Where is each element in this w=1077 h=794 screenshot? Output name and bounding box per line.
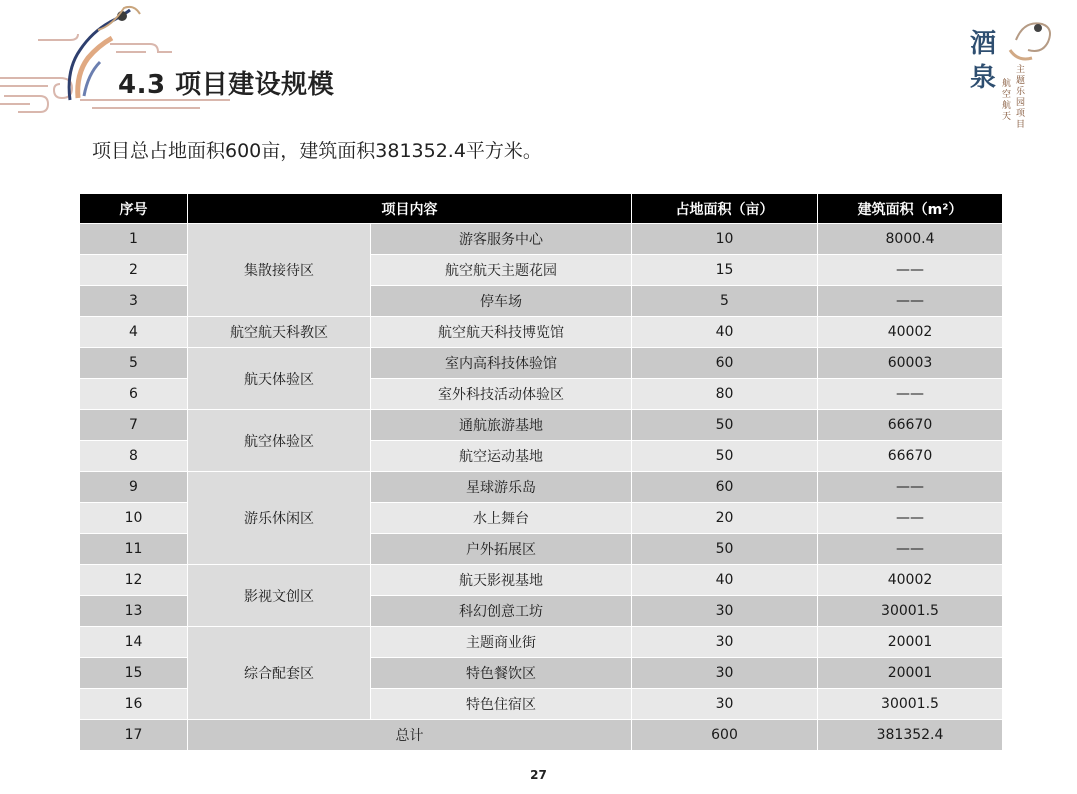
item-cell: 特色住宿区 <box>371 689 632 720</box>
svg-text:航: 航 <box>1002 101 1012 111</box>
item-cell: 水上舞台 <box>371 503 632 534</box>
zone-cell: 集散接待区 <box>188 224 371 317</box>
item-cell: 停车场 <box>371 286 632 317</box>
item-cell: 星球游乐岛 <box>371 472 632 503</box>
row-number: 6 <box>80 379 188 410</box>
land-cell: 5 <box>632 286 818 317</box>
land-cell: 50 <box>632 441 818 472</box>
item-cell: 主题商业街 <box>371 627 632 658</box>
svg-text:天: 天 <box>1002 112 1012 122</box>
item-cell: 游客服务中心 <box>371 224 632 255</box>
svg-text:主: 主 <box>1016 65 1026 75</box>
item-cell: 户外拓展区 <box>371 534 632 565</box>
land-cell: 30 <box>632 658 818 689</box>
table-header-row <box>80 194 1003 224</box>
land-cell: 30 <box>632 596 818 627</box>
row-number: 1 <box>80 224 188 255</box>
building-cell: 8000.4 <box>818 224 1003 255</box>
zone-cell: 航空航天科教区 <box>188 317 371 348</box>
row-number: 4 <box>80 317 188 348</box>
land-cell: 80 <box>632 379 818 410</box>
zone-cell: 综合配套区 <box>188 627 371 720</box>
building-cell: 40002 <box>818 317 1003 348</box>
building-cell: —— <box>818 255 1003 286</box>
building-cell: 30001.5 <box>818 689 1003 720</box>
item-cell: 航空航天科技博览馆 <box>371 317 632 348</box>
row-number: 8 <box>80 441 188 472</box>
construction-scale-table <box>79 193 1003 751</box>
svg-text:项: 项 <box>1016 109 1026 119</box>
svg-text:泉: 泉 <box>970 63 997 93</box>
row-number: 9 <box>80 472 188 503</box>
item-cell: 室内高科技体验馆 <box>371 348 632 379</box>
building-cell: 30001.5 <box>818 596 1003 627</box>
svg-text:酒: 酒 <box>970 29 997 59</box>
total-label: 总计 <box>188 720 632 751</box>
land-cell: 40 <box>632 317 818 348</box>
svg-text:题: 题 <box>1016 76 1026 86</box>
table-row <box>80 627 1003 658</box>
row-number: 17 <box>80 720 188 751</box>
land-cell: 15 <box>632 255 818 286</box>
table-total-row <box>80 720 1003 751</box>
building-cell: 20001 <box>818 658 1003 689</box>
zone-cell: 航天体验区 <box>188 348 371 410</box>
land-cell: 20 <box>632 503 818 534</box>
page-number: 27 <box>530 768 547 782</box>
item-cell: 科幻创意工坊 <box>371 596 632 627</box>
header-content: 项目内容 <box>188 194 632 224</box>
land-cell: 40 <box>632 565 818 596</box>
item-cell: 特色餐饮区 <box>371 658 632 689</box>
project-logo <box>958 10 1068 140</box>
building-cell: —— <box>818 503 1003 534</box>
row-number: 11 <box>80 534 188 565</box>
item-cell: 航空运动基地 <box>371 441 632 472</box>
building-cell: 40002 <box>818 565 1003 596</box>
building-cell: —— <box>818 286 1003 317</box>
land-cell: 60 <box>632 348 818 379</box>
svg-text:航: 航 <box>1002 79 1012 89</box>
row-number: 12 <box>80 565 188 596</box>
svg-text:园: 园 <box>1016 98 1026 108</box>
row-number: 15 <box>80 658 188 689</box>
land-cell: 30 <box>632 689 818 720</box>
page-title: 4.3 项目建设规模 <box>118 70 335 100</box>
header-land-area: 占地面积（亩） <box>632 194 818 224</box>
table-row <box>80 317 1003 348</box>
table-row <box>80 224 1003 255</box>
logo-figure-icon <box>1010 23 1050 59</box>
item-cell: 航天影视基地 <box>371 565 632 596</box>
land-cell: 60 <box>632 472 818 503</box>
zone-cell: 游乐休闲区 <box>188 472 371 565</box>
building-cell: 60003 <box>818 348 1003 379</box>
row-number: 3 <box>80 286 188 317</box>
row-number: 10 <box>80 503 188 534</box>
land-cell: 50 <box>632 534 818 565</box>
row-number: 2 <box>80 255 188 286</box>
row-number: 16 <box>80 689 188 720</box>
building-cell: —— <box>818 472 1003 503</box>
table-row <box>80 348 1003 379</box>
land-cell: 30 <box>632 627 818 658</box>
table-row <box>80 410 1003 441</box>
zone-cell: 影视文创区 <box>188 565 371 627</box>
total-land: 600 <box>632 720 818 751</box>
table-row <box>80 472 1003 503</box>
item-cell: 航空航天主题花园 <box>371 255 632 286</box>
item-cell: 通航旅游基地 <box>371 410 632 441</box>
building-cell: 66670 <box>818 410 1003 441</box>
row-number: 7 <box>80 410 188 441</box>
total-building: 381352.4 <box>818 720 1003 751</box>
header-building-area: 建筑面积（m²） <box>818 194 1003 224</box>
building-cell: 20001 <box>818 627 1003 658</box>
land-cell: 10 <box>632 224 818 255</box>
row-number: 5 <box>80 348 188 379</box>
svg-text:空: 空 <box>1002 90 1012 100</box>
svg-text:目: 目 <box>1016 120 1026 130</box>
svg-text:乐: 乐 <box>1016 87 1026 97</box>
summary-text: 项目总占地面积600亩，建筑面积381352.4平方米。 <box>92 140 542 162</box>
table-row <box>80 565 1003 596</box>
row-number: 13 <box>80 596 188 627</box>
building-cell: —— <box>818 379 1003 410</box>
header-index: 序号 <box>80 194 188 224</box>
zone-cell: 航空体验区 <box>188 410 371 472</box>
row-number: 14 <box>80 627 188 658</box>
building-cell: —— <box>818 534 1003 565</box>
land-cell: 50 <box>632 410 818 441</box>
item-cell: 室外科技活动体验区 <box>371 379 632 410</box>
building-cell: 66670 <box>818 441 1003 472</box>
